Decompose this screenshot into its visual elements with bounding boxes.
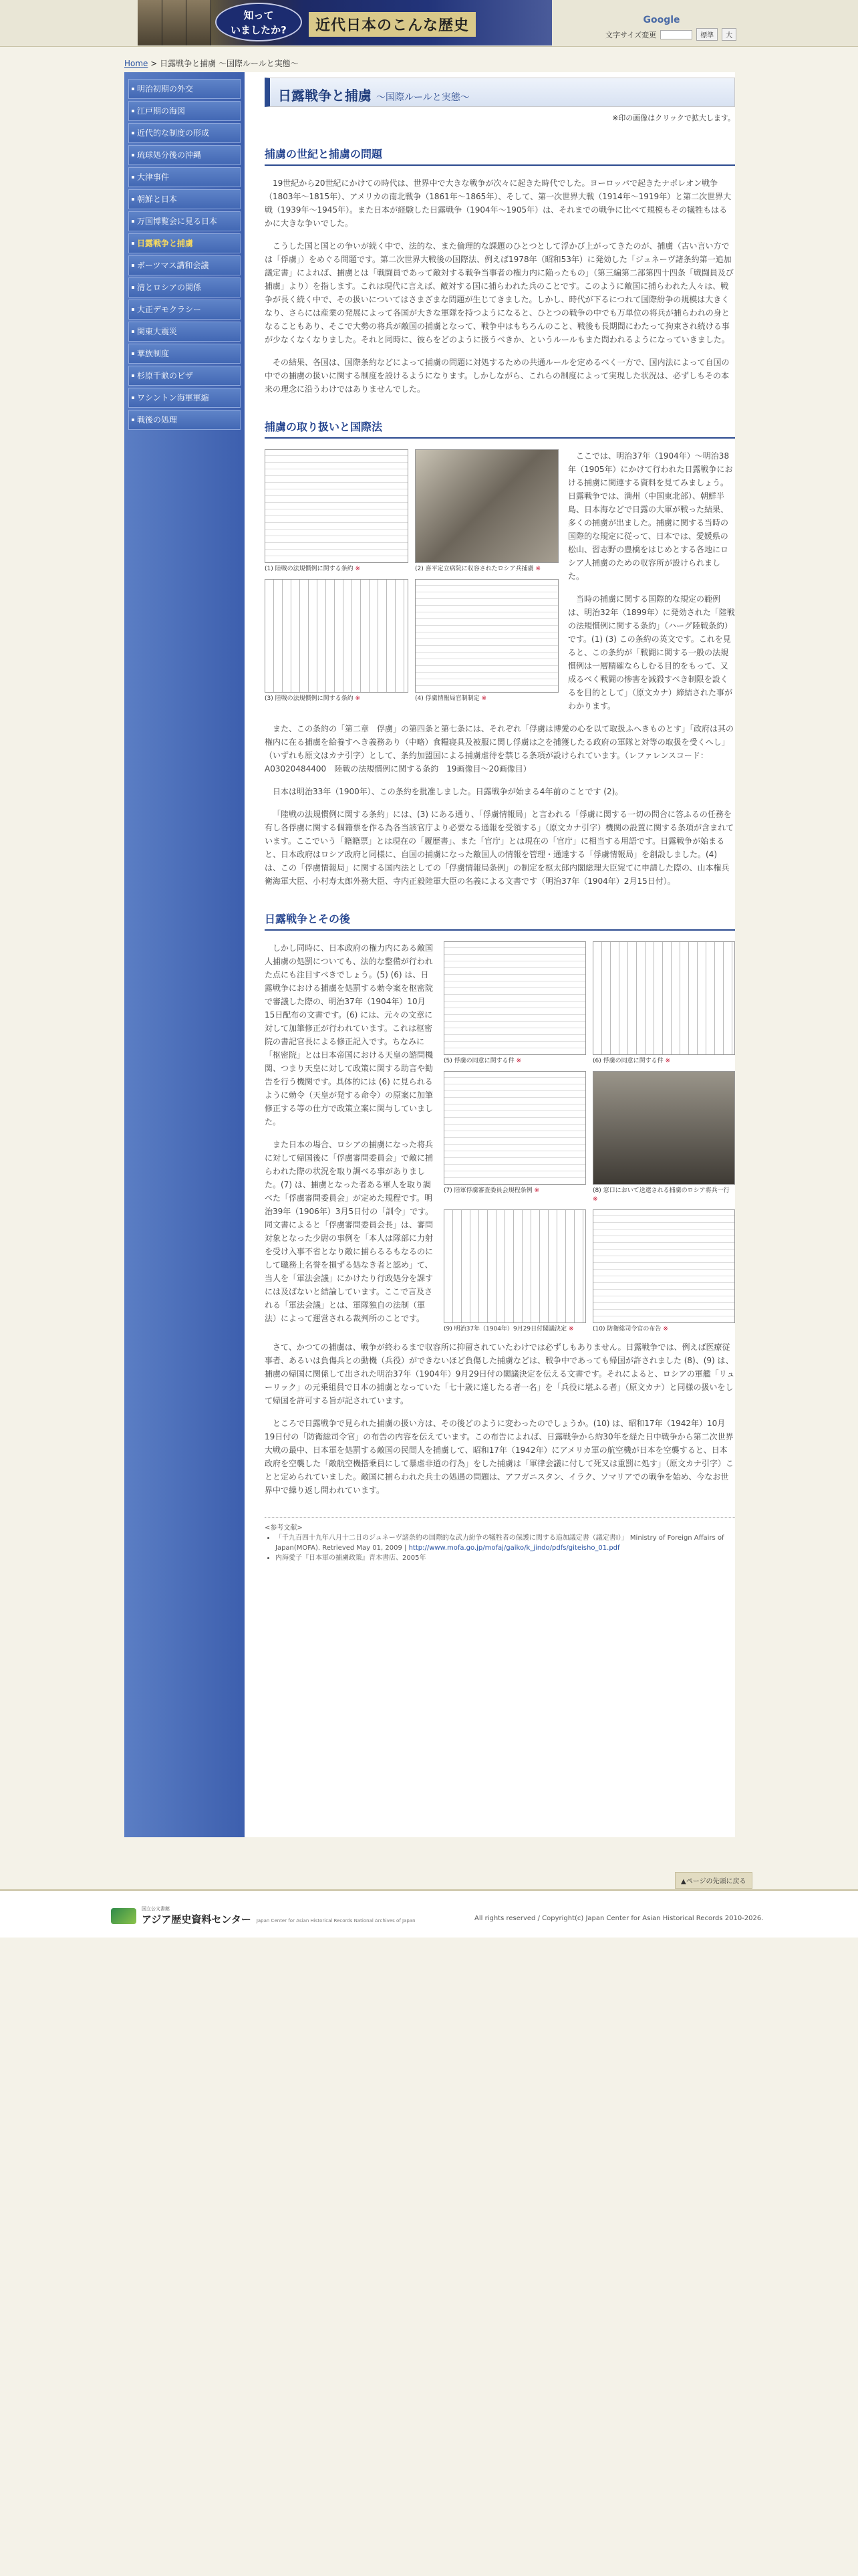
figure-caption-text: (8) 窓口において送還される捕虜のロシア将兵一行 [593, 1187, 730, 1194]
figure-caption [593, 1057, 735, 1066]
figure[interactable] [593, 1209, 735, 1334]
references-title: <参考文献> [265, 1524, 303, 1532]
paragraph: ところで日露戦争で見られた捕虜の扱い方は、その後どのように変わったのでしょうか。(10) は、昭和17年（1942年）10月19日付の「防衛総司令官」の布告の内容を伝えています。この布告によれば、日露戦争から約30年を経た日中戦争から第二次世界大戦の最中、日本軍を処罰する敵国の民間人を捕虜して、昭和17年（1942年）にアメリカ軍の航空機が日本を空襲すると、日本政府を空襲した「敵航空機搭乗員にして暴虐非道の行為」をした捕虜は「軍律会議に付して死又は重罰に処す」（原文カナ引字）ことと定められていました。敵国に捕らわれた兵士の処遇の問題は、アフガニスタン、イラク、ソマリアでの戦争を始め、今なお世界中で繰り返し問われています。 [265, 1419, 734, 1495]
figure-image[interactable] [265, 449, 408, 563]
size-large-button[interactable]: 大 [722, 28, 736, 41]
references [265, 1517, 735, 1563]
figure-caption [415, 565, 559, 574]
zoom-mark-icon[interactable]: ※ [569, 1326, 574, 1332]
sidebar-item[interactable]: 華族制度 [128, 344, 241, 364]
figure-image[interactable] [415, 449, 559, 563]
figure[interactable] [415, 579, 559, 703]
figure-image[interactable] [593, 941, 735, 1055]
figure-caption-text: (7) 陸軍俘虜審査委員会規程条例 [444, 1187, 533, 1194]
paragraph: 当時の捕虜に関する国際的な規定の範例は、明治32年（1899年）に発効された「陸戦の法規慣例に関する条約」（ハーグ陸戦条約）です。(1) (3) この条約の英文です。これを見ると、この条約が「戦闘に関する一般の法規慣例は一層精確ならしむる目的をもって、又成るべく戦闘の惨害を減殺すべき制限を設くるを目的として」（原文カナ）締結された事がわかります。 [568, 594, 735, 711]
zoom-mark-icon[interactable]: ※ [665, 1058, 671, 1064]
breadcrumb [124, 57, 299, 69]
zoom-mark-icon[interactable]: ※ [516, 1058, 522, 1064]
figure-image[interactable] [265, 579, 408, 693]
zoom-mark-icon[interactable]: ※ [355, 566, 361, 572]
figure-caption-text: (1) 陸戦の法規慣例に関する条約 [265, 566, 353, 572]
section-heading-3: 日露戦争とその後 [265, 911, 735, 931]
figure-image[interactable] [444, 1209, 586, 1323]
copyright: All rights reserved / Copyright(c) Japan Center for Asian Historical Records 2010-2026. [474, 1915, 764, 1922]
breadcrumb-separator: > [150, 59, 158, 68]
figure-grid [444, 941, 735, 1334]
paragraph: その結果、各国は、国際条約などによって捕虜の問題に対処するための共通ルールを定めるべく一方で、国内法によって自国の中での捕虜の扱いに関する制度を設けるようになります。しかしながら、これらの制度によって実現した状況は、必ずしもその本来の理念に沿うわけではありませんでした。 [265, 358, 730, 394]
zoom-mark-icon[interactable]: ※ [481, 695, 487, 702]
paragraph: ここでは、明治37年（1904年）〜明治38年（1905年）にかけて行われた日露戦争における捕虜に関連する資料を見てみましょう。日露戦争では、満州（中国東北部）、朝鮮半島、日本海などで日露の大軍が戦った結果、多くの捕虜が出ました。捕虜に関する当時の国際的な規定に従って、日本では、愛媛県の松山、習志野の豊橋をはじめとする各地にロシア人捕虜のための収容所が設けられました。 [568, 451, 733, 581]
breadcrumb-current: 日露戦争と捕虜 〜国際ルールと実態〜 [160, 59, 299, 68]
site-header [0, 0, 858, 47]
sidebar-item[interactable]: 琉球処分後の沖縄 [128, 145, 241, 165]
figure-caption-text: (9) 明治37年（1904年）9月29日付閣議決定 [444, 1326, 567, 1332]
zoom-mark-icon[interactable]: ※ [593, 1196, 598, 1203]
zoom-mark-icon[interactable]: ※ [535, 566, 541, 572]
paragraph: さて、かつての捕虜は、戦争が終わるまで収容所に抑留されていたわけでは必ずしもありません。日露戦争では、例えば医療従事者、あるいは負傷兵との動機（兵役）ができないほど負傷した捕虜などは、戦争中であっても帰国が許されました (8)、(9) は、捕虜の帰国に関係して出された明治37年（1904年）9月29日付の閣議決定を伝える文書です。それによると、ロシアの軍艦「リューリック」の元乗組員で日本の捕虜となっていた「七十歳に達したる者一名」を「兵役に堪ふる者」（原文カナ）と同様の扱いをして帰国を許可する旨が記されています。 [265, 1342, 735, 1405]
reference-link[interactable]: http://www.mofa.go.jp/mofaj/gaiko/k_jindo/pdfs/giteisho_01.pdf [408, 1544, 620, 1552]
size-standard-button[interactable]: 標準 [696, 28, 718, 41]
breadcrumb-home-link[interactable]: Home [124, 59, 148, 68]
text-size-label: 文字サイズ変更 [605, 30, 657, 39]
paragraph: 「陸戦の法規慣例に関する条約」には、(3) にある通り、「俘虜情報局」と言われる「俘虜に関する一切の問合に答ふるの任務を有し各俘虜に関する個籍票を作る為各当該官庁より必要なる通報を受領する」（原文カナ引字）機関の設置に関する条項が含まれています。ここでいう「籍籍票」とは現在の「履歴書」、また「官庁」とは現在の「官庁」に相当する用語です。日露戦争が始まると、日本政府はロシア政府と同様に、自国の捕虜になった敵国人の情報を管理・通達する「俘虜情報局」を創設しました。(4) は、この「俘虜情報局」に関する国内法としての「俘虜情報局条例」の制定を枢太郎内閣総理大臣宛てに申請した際の、山本権兵衛海軍大臣、小村寿太郎外務大臣、寺内正毅陸軍大臣の名義による文書です（明治37年（1904年）2月15日付）。 [265, 810, 734, 886]
paragraph: こうした国と国との争いが続く中で、法的な、また倫理的な課題のひとつとして浮かび上がってきたのが、捕虜（古い言い方では「俘虜」）をめぐる問題です。第二次世界大戦後の国際法、例えば1978年（昭和53年）に発効した「ジュネーヴ諸条約第一追加議定書」によれば、捕虜とは「戦闘員であって敵対する戦争当事者の権力内に陥ったもの」（第三編第二部第四十四条「戦闘員及び捕虜」より）を指します。これは現代に言えば、敵対する国に捕らわれた兵のことです。このように敵国に捕らわれた人々は、戦争が長く続く中で、その扱いについてはさまざまな問題が生じてきました。しかし、時代が下るにつれて国際紛争の規模は大きくなり、さらには産業の発展によって各国が大きな軍隊を持つようになると、ひとつの戦争の中でも万単位の将兵が捕らわれの身となることもあり、そこで大勢の将兵が敵国の捕虜となって、戦争中はもちろんのこと、戦後も長期間にわたって拘束され続ける事が少なくなくなりました。それと同時に、彼らをどのように扱うべきか、というルールもまた問われるようになっていきました。 [265, 241, 734, 344]
jacar-logo[interactable] [111, 1905, 416, 1926]
sidebar [124, 72, 245, 1837]
figure-caption [415, 695, 559, 703]
figure[interactable] [444, 1209, 586, 1334]
figure[interactable] [593, 1071, 735, 1204]
figure-caption [444, 1325, 586, 1334]
text-size-controls [605, 28, 736, 41]
page-title [265, 78, 735, 107]
figure[interactable] [415, 449, 559, 574]
figure-caption-text: (10) 防衛総司令官の布告 [593, 1326, 662, 1332]
figure-caption [265, 565, 408, 574]
sidebar-item[interactable]: 朝鮮と日本 [128, 189, 241, 209]
figure-caption-text: (5) 俘虜の同意に関する件 [444, 1058, 515, 1064]
header-banner[interactable] [138, 0, 552, 45]
image-note: ※印の画像はクリックで拡大します。 [612, 114, 735, 122]
figure-caption [593, 1187, 735, 1204]
figure-image[interactable] [593, 1209, 735, 1323]
figure-caption-text: (2) 喜平定立病院に収容されたロシア兵捕虜 [415, 566, 534, 572]
sidebar-item[interactable]: 大正デモクラシー [128, 300, 241, 320]
page-subtitle: 〜国際ルールと実態〜 [376, 92, 470, 103]
sidebar-item[interactable]: 万国博覧会に見る日本 [128, 211, 241, 231]
sidebar-item[interactable]: 江戸期の海図 [128, 101, 241, 121]
figure-caption [593, 1325, 735, 1334]
page-title-text: 日露戦争と捕虜 [278, 88, 372, 104]
banner-photos [138, 0, 211, 45]
paragraph: しかし同時に、日本政府の権力内にある敵国人捕虜の処罰についても、法的な整備が行われた点にも注目すべきでしょう。(5) (6) は、日露戦争における捕虜を処罰する勅令案を枢密院で審議した際の、明治37年（1904年）10月15日配布の文書です。(6) には、元々の文章に対して加筆修正が行われています。これは枢密院の書記官長による修正記入です。ちなみに「枢密院」とは日本帝国における天皇の諮問機関、つまり天皇に対して政策に関する助言や勧告を行う機関です。具体的には (6) に見られるように勅令（天皇が発する命令）の原案に加筆修正する等の仕方で政策立案に関与していました。 [265, 943, 434, 1127]
figure-image[interactable] [415, 579, 559, 693]
figure-image[interactable] [593, 1071, 735, 1185]
paragraph: 19世紀から20世紀にかけての時代は、世界中で大きな戦争が次々に起きた時代でした。ヨーロッパで起きたナポレオン戦争（1803年〜1815年）、アメリカの南北戦争（1861年〜1865年）、そして、第一次世界大戦（1914年〜1919年）と第二次世界大戦（1939年〜1945年）。また日本が経験した日露戦争（1904年〜1905年）は、それまでの戦争に比べて規模もその犠牲もはるかに大きな争いでした。 [265, 179, 732, 228]
org-english: Japan Center for Asian Historical Records National Archives of Japan [256, 1917, 416, 1923]
org-name: アジア歴史資料センター [142, 1913, 251, 1925]
figure-caption [265, 695, 408, 703]
section-heading-2: 捕虜の取り扱いと国際法 [265, 419, 735, 439]
figure[interactable] [444, 1071, 586, 1204]
sidebar-item[interactable]: ワシントン海軍軍縮 [128, 388, 241, 408]
paragraph: また、この条約の「第二章 俘虜」の第四条と第七条には、それぞれ「俘虜は博愛の心を以て取扱ふへきものとす」「政府は其の権内に在る捕虜を給養すへき義務あり（中略）食糧寝具及被服に関し俘虜は之を捕獲したる政府の軍隊と対等の取扱を受くへし」（いずれも原文はカナ引字）として、条約加盟国による捕虜虐待を禁じる条項が設けられています。（レファレンスコード：A03020484400 陸戦の法規慣例に関する条約 19画像目〜20画像目） [265, 724, 734, 774]
google-search [608, 15, 715, 25]
org-jp: 国立公文書館 [142, 1906, 170, 1911]
google-logo: Google [643, 15, 680, 25]
sidebar-item[interactable]: 関東大震災 [128, 322, 241, 342]
zoom-mark-icon[interactable]: ※ [534, 1187, 540, 1194]
figure[interactable] [265, 579, 408, 703]
sidebar-item[interactable]: 近代的な制度の形成 [128, 123, 241, 143]
banner-question: 知って いましたか? [215, 3, 302, 41]
main-content [265, 72, 735, 1563]
sidebar-item[interactable]: 大津事件 [128, 167, 241, 187]
figure-caption-text: (6) 俘虜の同意に関する件 [593, 1058, 664, 1064]
search-input[interactable] [660, 30, 692, 39]
figure-caption [444, 1057, 586, 1066]
page-top-link[interactable]: ▲ページの先頭に戻る [675, 1872, 752, 1889]
jacar-logo-icon [111, 1908, 136, 1924]
figure[interactable] [444, 941, 586, 1066]
zoom-mark-icon[interactable]: ※ [663, 1326, 668, 1332]
sidebar-nav [128, 79, 241, 432]
sidebar-item[interactable]: 明治初期の外交 [128, 79, 241, 99]
figure[interactable] [265, 449, 408, 574]
reference-item: • 内海愛子『日本軍の捕虜政策』青木書店、2005年 [275, 1553, 735, 1563]
figure[interactable] [593, 941, 735, 1066]
paragraph: 日本は明治33年（1900年）、この条約を批准しました。日露戦争が始まる4年前のことです (2)。 [273, 787, 623, 796]
figure-image[interactable] [444, 1071, 586, 1185]
banner-title: 近代日本のこんな歴史 [309, 12, 476, 37]
footer [0, 1891, 858, 1938]
figure-grid [265, 449, 559, 703]
zoom-mark-icon[interactable]: ※ [355, 695, 361, 702]
sidebar-item[interactable]: 戦後の処理 [128, 410, 241, 430]
sidebar-item[interactable]: 日露戦争と捕虜 [128, 233, 241, 253]
sidebar-item[interactable]: ボーツマス講和会議 [128, 255, 241, 275]
section-heading-1: 捕虜の世紀と捕虜の問題 [265, 146, 735, 166]
paragraph: また日本の場合、ロシアの捕虜になった将兵に対して帰国後に「俘虜審問委員会」で敵に捕らわれた際の状況を取り調べる事がありました。(7) は、捕虜となった者ある軍人を取り調べた「俘虜審問委員会」が定めた規程です。明治39年（1906年）3月5日付の「訓令」です。同文書によると「俘虜審問委員会長」は、審問対象となった少尉の事例を「本人は隊部に力射を受け入事不省となり敵に捕らるるもなるのにして職務上名誉を損ずる処なき者と認め」て、当人を「軍法会議」にかけたり行政処分を課すには及ばないと結論しています。ここで言及される「軍法会議」とは、軍隊独自の法制（軍法）によって運営される裁判所のことです。 [265, 1140, 434, 1323]
figure-image[interactable] [444, 941, 586, 1055]
figure-caption [444, 1187, 586, 1195]
reference-item: • 「千九百四十九年八月十二日のジュネーヴ諸条約の国際的な武力紛争の犠牲者の保護に関する追加議定書（議定書I）」 Ministry of Foreign Affairs of Japan(MOFA). Retrieved May 01, 2009 | http://www.mofa.go.jp/mofaj/gaiko/k_jindo/pdfs/giteisho_01.pdf [275, 1533, 735, 1553]
figure-caption-text: (3) 陸戦の法規慣例に関する条約 [265, 695, 353, 702]
figure-caption-text: (4) 俘虜情報局官制制定 [415, 695, 480, 702]
sidebar-item[interactable]: 清とロシアの関係 [128, 277, 241, 298]
sidebar-item[interactable]: 杉原千畝のビザ [128, 366, 241, 386]
